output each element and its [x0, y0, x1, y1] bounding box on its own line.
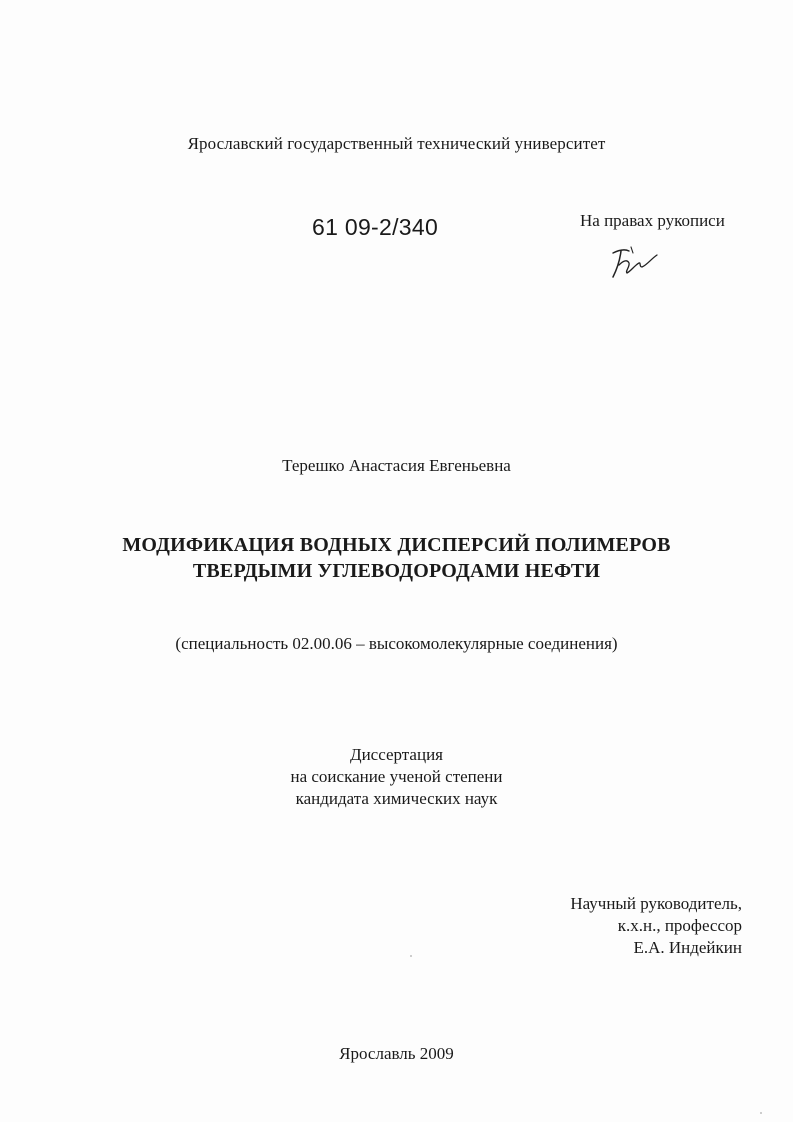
title-line: МОДИФИКАЦИЯ ВОДНЫХ ДИСПЕРСИЙ ПОЛИМЕРОВ: [122, 534, 671, 556]
university-name: Ярославский государственный технический университет: [187, 134, 606, 153]
degree-line: на соискание ученой степени: [290, 767, 503, 786]
supervisor-line: Научный руководитель,: [570, 894, 742, 913]
dissertation-title: [0, 532, 793, 584]
supervisor-line: Е.А. Индейкин: [633, 938, 742, 957]
author-name: Терешко Анастасия Евгеньевна: [282, 456, 511, 475]
author-signature: [605, 245, 661, 283]
city-year: Ярославль 2009: [339, 1044, 454, 1063]
degree-line: Диссертация: [349, 745, 443, 764]
degree-statement: [0, 744, 793, 810]
supervisor-block: [570, 893, 742, 959]
catalog-number: 61 09-2/340: [312, 214, 439, 240]
supervisor-line: к.х.н., профессор: [617, 916, 742, 935]
scan-speck: [410, 955, 412, 957]
title-line: ТВЕРДЫМИ УГЛЕВОДОРОДАМИ НЕФТИ: [192, 560, 601, 582]
specialty-line: (специальность 02.00.06 – высокомолекулярные соединения): [175, 634, 618, 653]
scan-speck: [760, 1112, 762, 1114]
degree-line: кандидата химических наук: [295, 789, 498, 808]
manuscript-rights-note: На правах рукописи: [580, 211, 725, 230]
